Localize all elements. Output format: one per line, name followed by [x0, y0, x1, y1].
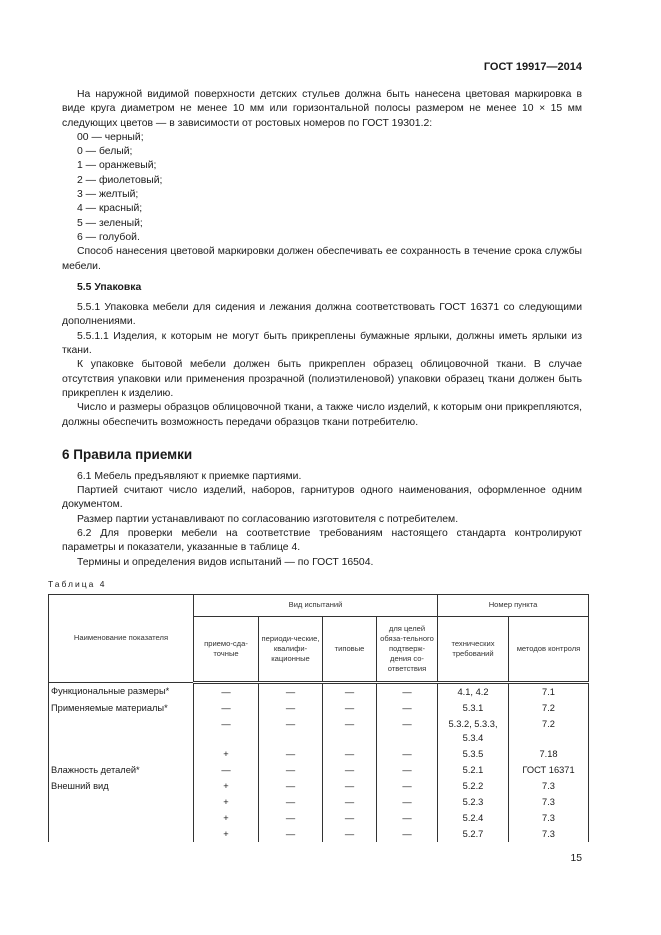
color-list-item: 1 — оранжевый;	[77, 160, 157, 172]
col-header-requirements: технических требований	[438, 616, 509, 682]
table-cell: —	[194, 716, 259, 746]
table-cell: 7.3	[509, 794, 589, 810]
table-cell: 7.3	[509, 778, 589, 794]
table-cell: 5.2.7	[438, 826, 509, 842]
table-cell	[49, 716, 194, 746]
table-cell: —	[323, 778, 377, 794]
color-list-item: 0 — белый;	[77, 146, 133, 158]
paragraph-5-5-1-1: 5.5.1.1 Изделия, к которым не могут быть прикреплены бумажные ярлыки, должны иметь ярлыки из ткани.	[62, 330, 582, 357]
table-row	[49, 716, 589, 746]
table-cell: —	[259, 716, 323, 746]
table-row	[49, 810, 589, 826]
col-header-periodic: периоди-ческие, квалифи-кационные	[259, 616, 323, 682]
intro-paragraph: На наружной видимой поверхности детских стульев должна быть нанесена цветовая маркировка в виде круга диаметром не менее 10 мм или горизонтальной полосы размером не менее 10 × 15 мм следующих цветов — в зависимости от ростовых номеров по ГОСТ 19301.2:	[62, 89, 582, 129]
table-cell: —	[259, 762, 323, 778]
page-number: 15	[570, 852, 582, 864]
table-cell: —	[323, 810, 377, 826]
paragraph-5-5-1: 5.5.1 Упаковка мебели для сидения и лежания должна соответствовать ГОСТ 16371 со следующими дополнениями.	[62, 302, 582, 328]
table-cell: —	[259, 700, 323, 716]
table-cell: +	[194, 746, 259, 762]
table-4	[48, 594, 589, 842]
color-list	[62, 131, 582, 245]
table-cell: —	[323, 794, 377, 810]
table-cell: 7.3	[509, 826, 589, 842]
col-header-certification: для целей обяза-тельного подтверж-дения со-ответствия	[377, 616, 438, 682]
table-row	[49, 826, 589, 842]
table-cell: 7.2	[509, 700, 589, 716]
table-cell: 5.3.2, 5.3.3, 5.3.4	[438, 716, 509, 746]
table-cell: Влажность деталей*	[49, 762, 194, 778]
col-header-acceptance: приемо-сда-точные	[194, 616, 259, 682]
table-cell: 5.3.1	[438, 700, 509, 716]
terms-paragraph: Термины и определения видов испытаний — по ГОСТ 16504.	[77, 556, 374, 568]
table-cell: +	[194, 826, 259, 842]
table-cell: —	[377, 700, 438, 716]
table-cell: 5.2.1	[438, 762, 509, 778]
table-row	[49, 700, 589, 716]
table-cell	[49, 826, 194, 842]
table-cell: —	[377, 746, 438, 762]
table-row	[49, 682, 589, 700]
color-list-item: 2 — фиолетовый;	[77, 174, 163, 186]
table-row	[49, 778, 589, 794]
table-cell: —	[377, 716, 438, 746]
table-cell: +	[194, 794, 259, 810]
table-cell: Функциональные размеры*	[49, 682, 194, 700]
col-header-type: типовые	[323, 616, 377, 682]
table-cell: 5.2.4	[438, 810, 509, 826]
paragraph-6-1: 6.1 Мебель предъявляют к приемке партиями.	[77, 470, 302, 482]
table-cell: —	[259, 794, 323, 810]
table-cell: —	[194, 682, 259, 700]
table-cell: —	[323, 700, 377, 716]
color-list-item: 00 — черный;	[77, 131, 144, 143]
col-header-methods: методов контроля	[509, 616, 589, 682]
color-list-item: 5 — зеленый;	[77, 217, 143, 229]
table-cell	[49, 810, 194, 826]
paragraph-6-2: 6.2 Для проверки мебели на соответствие требованиям настоящего стандарта контролируют параметры и показатели, указанные в таблице 4.	[62, 528, 582, 554]
standard-header: ГОСТ 19917—2014	[483, 61, 582, 73]
color-list-item: 4 — красный;	[77, 203, 143, 215]
table-cell: —	[377, 826, 438, 842]
table-cell: —	[323, 716, 377, 746]
table-cell	[49, 746, 194, 762]
table-cell: 7.2	[509, 716, 589, 746]
table-cell: Внешний вид	[49, 778, 194, 794]
table-cell: Применяемые материалы*	[49, 700, 194, 716]
section-5-5-heading: 5.5 Упаковка	[77, 281, 142, 293]
table-cell: 5.2.3	[438, 794, 509, 810]
method-paragraph: Способ нанесения цветовой маркировки должен обеспечивать ее сохранность в течение срока службы мебели.	[62, 246, 582, 272]
table-cell: —	[194, 700, 259, 716]
table-cell: —	[377, 778, 438, 794]
table-row	[49, 746, 589, 762]
table-row	[49, 762, 589, 778]
table-cell: 7.18	[509, 746, 589, 762]
samples-paragraph: Число и размеры образцов облицовочной ткани, а также число изделий, к которым они прикрепляются, должны обеспечить возможность передачи образцов ткани потребителю.	[62, 402, 582, 428]
table-cell: 7.1	[509, 682, 589, 700]
table-cell: —	[323, 682, 377, 700]
page-body	[48, 88, 582, 866]
party-paragraph: Партией считают число изделий, наборов, гарнитуров одного наименования, оформленное одним документом.	[62, 485, 582, 511]
table-cell: —	[259, 682, 323, 700]
table-cell: —	[259, 746, 323, 762]
table-cell: —	[259, 810, 323, 826]
table-caption: Таблица 4	[48, 578, 107, 589]
table-cell: —	[194, 762, 259, 778]
table-cell: —	[323, 826, 377, 842]
table-cell: —	[377, 794, 438, 810]
table-cell: ГОСТ 16371	[509, 762, 589, 778]
table-cell: —	[259, 778, 323, 794]
col-header-name: Наименование показателя	[49, 594, 194, 682]
color-list-item: 3 — желтый;	[77, 189, 139, 201]
table-cell: —	[259, 826, 323, 842]
table-cell: 4.1, 4.2	[438, 682, 509, 700]
table-cell: +	[194, 810, 259, 826]
packaging-paragraph: К упаковке бытовой мебели должен быть прикреплен образец облицовочной ткани. В случае отсутствия упаковки или применения прозрачной (полиэтиленовой) упаковки образец ткани должен быть прикреплен к изделию.	[62, 359, 582, 399]
col-header-clause: Номер пункта	[438, 594, 589, 616]
col-header-test-kind: Вид испытаний	[194, 594, 438, 616]
table-row	[49, 794, 589, 810]
section-6-heading: 6 Правила приемки	[62, 446, 193, 462]
table-cell: —	[377, 682, 438, 700]
table-cell: 5.2.2	[438, 778, 509, 794]
color-list-item: 6 — голубой.	[77, 231, 140, 243]
table-cell: —	[377, 810, 438, 826]
party-size-paragraph: Размер партии устанавливают по согласованию изготовителя с потребителем.	[77, 513, 459, 525]
table-cell	[49, 794, 194, 810]
table-cell: —	[377, 762, 438, 778]
table-cell: —	[323, 762, 377, 778]
table-cell: 5.3.5	[438, 746, 509, 762]
table-cell: +	[194, 778, 259, 794]
table-cell: —	[323, 746, 377, 762]
table-cell: 7.3	[509, 810, 589, 826]
